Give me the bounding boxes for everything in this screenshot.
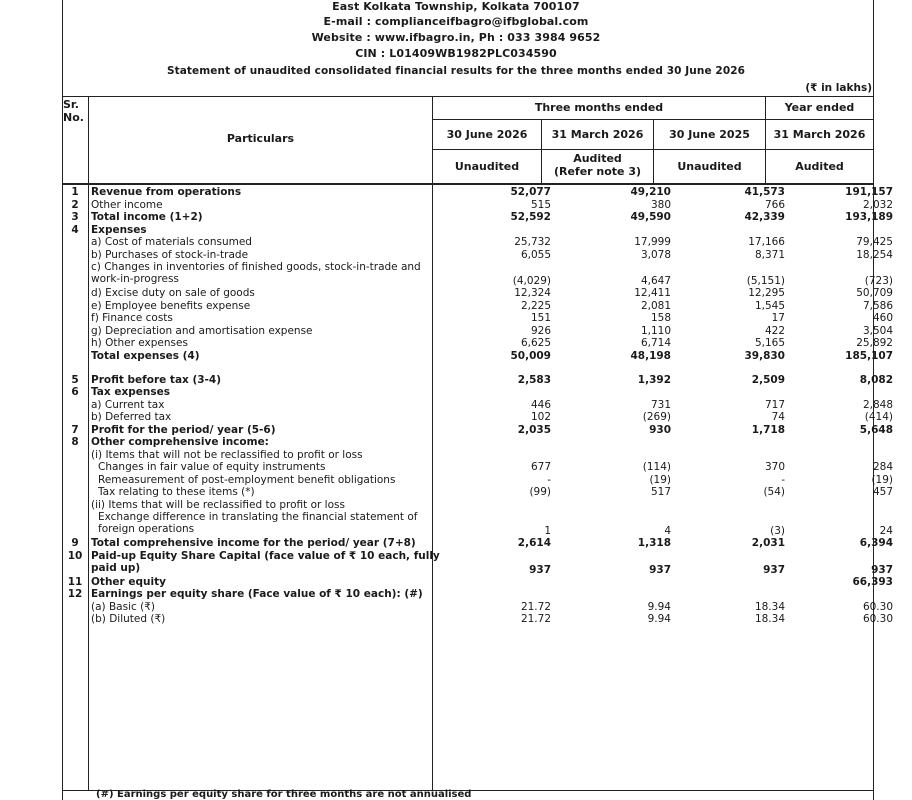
col1-status: Unaudited xyxy=(454,160,520,173)
row-particular: Other income xyxy=(91,198,163,211)
row-value-col4 xyxy=(795,386,907,399)
row-particular: Remeasurement of post-employment benefit obligations xyxy=(98,473,396,486)
row-value-col2: 49,590 xyxy=(630,211,671,223)
row-value-col1: 2,583 xyxy=(517,374,551,386)
row-value-col3: 12,295 xyxy=(748,287,785,299)
col4-status: Audited xyxy=(795,160,844,173)
row-value-col1: 25,732 xyxy=(514,236,551,248)
row-sr-no xyxy=(62,511,88,537)
row-sr-no xyxy=(62,287,88,300)
row-value-col4 xyxy=(795,224,907,237)
row-value-col1: 1 xyxy=(544,525,551,537)
row-value-col3 xyxy=(685,436,795,449)
row-sr-no: 10 xyxy=(67,549,83,562)
table-row xyxy=(62,436,907,449)
row-particular: d) Excise duty on sale of goods xyxy=(91,287,255,299)
row-sr-no xyxy=(62,449,88,462)
row-sr-no: 2 xyxy=(71,198,79,211)
row-sr-no xyxy=(62,325,88,338)
row-particular: Total expenses (4) xyxy=(91,349,200,362)
row-value-col1: 515 xyxy=(530,198,551,211)
row-particular: a) Current tax xyxy=(91,398,165,411)
row-value-col3: 18.34 xyxy=(754,613,785,625)
table-row xyxy=(62,601,907,614)
row-value-col2 xyxy=(561,386,685,399)
row-value-col4: 3,504 xyxy=(862,324,893,337)
currency-unit: (₹ in lakhs) xyxy=(805,82,872,94)
table-row xyxy=(62,236,907,249)
row-value-col1: 2,225 xyxy=(520,299,551,312)
table-row xyxy=(62,550,907,576)
table-row xyxy=(62,449,907,462)
row-particular: Tax expenses xyxy=(91,386,170,398)
table-row xyxy=(62,474,907,487)
row-sr-no xyxy=(62,601,88,614)
row-value-col4: 25,892 xyxy=(856,337,893,349)
col1-date: 30 June 2026 xyxy=(446,128,528,141)
row-sr-no xyxy=(62,236,88,249)
row-value-col1 xyxy=(443,499,561,512)
row-value-col4: 66,393 xyxy=(852,575,893,588)
row-particular: Other comprehensive income: xyxy=(91,436,269,448)
row-value-col3: 370 xyxy=(764,461,785,473)
table-row xyxy=(62,199,907,212)
table-row xyxy=(62,399,907,412)
row-value-col2: 1,318 xyxy=(637,537,671,549)
row-value-col4: 193,189 xyxy=(845,211,893,223)
row-value-col3: (54) xyxy=(763,486,785,498)
row-particular: a) Cost of materials consumed xyxy=(91,236,252,248)
row-value-col1: 102 xyxy=(530,411,551,423)
row-value-col3: 74 xyxy=(771,411,785,423)
row-particular: c) Changes in inventories of finished goods, stock-in-trade and work-in-progress xyxy=(91,261,421,285)
row-sr-no: 12 xyxy=(67,588,83,600)
row-value-col1: 446 xyxy=(530,398,551,411)
row-value-col1: 2,614 xyxy=(517,537,551,549)
company-address: East Kolkata Township, Kolkata 700107 xyxy=(332,0,580,13)
row-value-col3: 2,509 xyxy=(751,374,785,386)
row-value-col2: (19) xyxy=(649,473,671,486)
company-cin: CIN : L01409WB1982PLC034590 xyxy=(355,47,557,60)
row-value-col4: 284 xyxy=(872,461,893,473)
row-sr-no: 5 xyxy=(71,374,79,386)
row-value-col2: 6,714 xyxy=(640,337,671,349)
row-value-col2: 3,078 xyxy=(640,248,671,261)
row-value-col4: 2,032 xyxy=(862,198,893,211)
row-sr-no xyxy=(62,613,88,626)
row-value-col2: (114) xyxy=(642,461,671,473)
row-value-col4: 5,648 xyxy=(859,423,893,436)
sr-no-header: Sr. No. xyxy=(63,98,84,124)
row-value-col2: 158 xyxy=(650,312,671,324)
row-sr-no: 3 xyxy=(71,211,79,223)
row-sr-no xyxy=(62,261,88,287)
row-value-col1: - xyxy=(547,473,551,486)
row-particular: Changes in fair value of equity instruments xyxy=(98,461,326,473)
row-value-col3: 5,165 xyxy=(754,337,785,349)
row-value-col1 xyxy=(443,449,561,462)
table-row xyxy=(62,211,907,224)
row-particular: Profit for the period/ year (5-6) xyxy=(91,423,276,436)
table-row xyxy=(62,613,907,626)
row-value-col2 xyxy=(561,224,685,237)
table-row xyxy=(62,461,907,474)
row-value-col3: (5,151) xyxy=(746,275,785,287)
row-particular: (b) Diluted (₹) xyxy=(91,613,166,625)
company-website: Website : www.ifbagro.in, Ph : 033 3984 9652 xyxy=(311,31,601,44)
row-value-col2: 9.94 xyxy=(647,600,671,613)
results-table-body xyxy=(62,186,907,626)
col4-date: 31 March 2026 xyxy=(773,128,866,141)
row-value-col1: 50,009 xyxy=(510,349,551,362)
table-row xyxy=(62,588,907,601)
row-particular: Earnings per equity share (Face value of ₹ 10 each): (#) xyxy=(91,588,423,600)
row-value-col2: 4 xyxy=(664,525,671,537)
row-particular: (ii) Items that will be reclassified to profit or loss xyxy=(91,498,345,511)
row-value-col2: (269) xyxy=(642,411,671,423)
row-value-col4: (414) xyxy=(864,411,893,423)
row-sr-no: 11 xyxy=(67,575,83,588)
row-value-col2: 731 xyxy=(650,398,671,411)
table-row xyxy=(62,312,907,325)
row-value-col3: - xyxy=(781,473,785,486)
row-value-col3 xyxy=(685,224,795,237)
row-value-col2 xyxy=(561,449,685,462)
row-value-col3: 422 xyxy=(764,324,785,337)
row-value-col3: 17,166 xyxy=(748,236,785,248)
table-row xyxy=(62,224,907,237)
row-value-col2 xyxy=(561,576,685,589)
row-value-col2: 4,647 xyxy=(640,275,671,287)
row-value-col2: 9.94 xyxy=(647,613,671,625)
row-value-col2: 930 xyxy=(649,423,671,436)
row-value-col4: 18,254 xyxy=(856,248,893,261)
row-sr-no xyxy=(62,461,88,474)
row-value-col2 xyxy=(561,436,685,449)
row-sr-no: 8 xyxy=(71,436,79,448)
row-value-col2: 2,081 xyxy=(640,299,671,312)
row-value-col4: 185,107 xyxy=(845,349,893,362)
col2-date: 31 March 2026 xyxy=(551,128,644,141)
row-sr-no xyxy=(62,249,88,262)
row-value-col4: 937 xyxy=(871,563,893,576)
row-value-col3: 39,830 xyxy=(744,349,785,362)
row-value-col2: 380 xyxy=(650,198,671,211)
table-row xyxy=(62,300,907,313)
row-particular: Total comprehensive income for the period/ year (7+8) xyxy=(91,537,416,549)
row-value-col3 xyxy=(685,576,795,589)
row-value-col1: 52,592 xyxy=(510,211,551,223)
row-value-col4: 79,425 xyxy=(856,236,893,248)
row-value-col3: 937 xyxy=(763,563,785,576)
row-value-col4: 24 xyxy=(879,525,893,537)
row-value-col3: 18.34 xyxy=(754,600,785,613)
col3-date: 30 June 2025 xyxy=(669,128,750,141)
row-particular: g) Depreciation and amortisation expense xyxy=(91,324,313,337)
row-value-col4 xyxy=(795,499,907,512)
row-sr-no: 9 xyxy=(71,537,79,549)
row-value-col3: 766 xyxy=(764,198,785,211)
row-value-col4 xyxy=(795,449,907,462)
footnote: (#) Earnings per equity share for three months are not annualised xyxy=(96,789,472,800)
row-value-col3: 2,031 xyxy=(751,537,785,549)
row-value-col1 xyxy=(443,436,561,449)
row-value-col4: 6,394 xyxy=(859,537,893,549)
row-value-col2: 12,411 xyxy=(634,287,671,299)
row-value-col1: 52,077 xyxy=(510,186,551,198)
row-sr-no xyxy=(62,337,88,350)
table-row xyxy=(62,537,907,550)
row-particular: b) Purchases of stock-in-trade xyxy=(91,248,249,261)
row-value-col4: 2,848 xyxy=(862,398,893,411)
table-row xyxy=(62,362,907,386)
row-particular: Expenses xyxy=(91,223,147,236)
row-value-col3: 17 xyxy=(771,312,785,324)
table-row xyxy=(62,287,907,300)
row-sr-no xyxy=(62,300,88,313)
results-table xyxy=(62,186,907,626)
row-value-col2: 1,110 xyxy=(640,324,671,337)
row-particular: Tax relating to these items (*) xyxy=(98,486,255,498)
row-value-col2: 1,392 xyxy=(637,374,671,386)
row-sr-no xyxy=(62,399,88,412)
row-value-col1: 926 xyxy=(530,324,551,337)
row-particular: Profit before tax (3-4) xyxy=(91,374,222,386)
row-particular: Total income (1+2) xyxy=(91,211,203,223)
table-row xyxy=(62,337,907,350)
row-value-col4: 60.30 xyxy=(862,613,893,625)
table-row xyxy=(62,411,907,424)
row-value-col1: 151 xyxy=(530,312,551,324)
row-sr-no xyxy=(62,411,88,424)
row-value-col4: (723) xyxy=(864,275,893,287)
row-value-col3 xyxy=(685,386,795,399)
row-value-col3 xyxy=(685,499,795,512)
row-value-col4: 460 xyxy=(872,312,893,324)
table-row xyxy=(62,325,907,338)
row-particular: h) Other expenses xyxy=(91,337,188,349)
row-value-col2: 517 xyxy=(650,486,671,498)
row-value-col4: 50,709 xyxy=(856,287,893,299)
table-row xyxy=(62,261,907,287)
table-row xyxy=(62,576,907,589)
particulars-header: Particulars xyxy=(226,132,295,145)
row-value-col3: 1,545 xyxy=(754,299,785,312)
row-value-col2: 49,210 xyxy=(630,186,671,198)
row-value-col3 xyxy=(685,588,795,601)
row-value-col3: 8,371 xyxy=(754,248,785,261)
col3-status: Unaudited xyxy=(677,160,742,173)
row-particular: (a) Basic (₹) xyxy=(91,600,155,613)
row-value-col1: 12,324 xyxy=(514,287,551,299)
row-value-col1: 6,055 xyxy=(520,248,551,261)
table-row xyxy=(62,249,907,262)
row-value-col1 xyxy=(443,386,561,399)
table-row xyxy=(62,486,907,499)
row-sr-no: 1 xyxy=(71,186,79,198)
table-row xyxy=(62,386,907,399)
row-particular: b) Deferred tax xyxy=(91,411,172,423)
row-sr-no xyxy=(62,499,88,512)
row-particular: e) Employee benefits expense xyxy=(91,299,251,312)
row-value-col2 xyxy=(561,588,685,601)
row-value-col2 xyxy=(561,499,685,512)
row-value-col1: 21.72 xyxy=(520,600,551,613)
row-value-col3: 1,718 xyxy=(751,423,785,436)
row-value-col2: 48,198 xyxy=(630,349,671,362)
row-value-col4: 457 xyxy=(872,486,893,498)
row-value-col1: 6,625 xyxy=(520,337,551,349)
row-value-col1 xyxy=(443,588,561,601)
row-particular: Exchange difference in translating the financial statement of foreign operations xyxy=(98,511,418,535)
row-sr-no: 7 xyxy=(71,423,79,436)
row-value-col3 xyxy=(685,449,795,462)
row-sr-no: 6 xyxy=(71,386,79,398)
row-value-col4: 7,586 xyxy=(862,299,893,312)
row-value-col2: 937 xyxy=(649,563,671,576)
row-particular: f) Finance costs xyxy=(91,312,173,324)
row-sr-no xyxy=(62,474,88,487)
table-row xyxy=(62,186,907,199)
row-particular: Other equity xyxy=(91,575,166,588)
table-row xyxy=(62,499,907,512)
row-sr-no xyxy=(62,350,88,363)
row-value-col2: 17,999 xyxy=(634,236,671,248)
col2-status: Audited (Refer note 3) xyxy=(553,152,642,178)
row-particular: (i) Items that will not be reclassified to profit or loss xyxy=(91,448,363,461)
table-row xyxy=(62,511,907,537)
row-value-col1: (99) xyxy=(529,486,551,498)
row-value-col1: 937 xyxy=(529,563,551,576)
company-email: E-mail : complianceifbagro@ifbglobal.com xyxy=(323,15,589,28)
row-value-col3: 717 xyxy=(764,398,785,411)
statement-title: Statement of unaudited consolidated financial results for the three months ended 30 June 2026 xyxy=(166,65,746,77)
year-ended-header: Year ended xyxy=(784,101,855,114)
row-value-col1 xyxy=(443,576,561,589)
row-sr-no: 4 xyxy=(71,223,79,236)
row-value-col3: 41,573 xyxy=(744,186,785,198)
table-row xyxy=(62,424,907,437)
three-months-header: Three months ended xyxy=(534,101,664,114)
row-value-col1 xyxy=(443,224,561,237)
row-value-col4: 191,157 xyxy=(845,186,893,198)
row-sr-no xyxy=(62,486,88,499)
row-value-col3: (3) xyxy=(770,525,785,537)
row-particular: Revenue from operations xyxy=(91,186,242,198)
row-value-col4: 8,082 xyxy=(859,374,893,386)
row-value-col1: (4,029) xyxy=(512,275,551,287)
row-value-col4: (19) xyxy=(871,473,893,486)
row-sr-no xyxy=(62,312,88,325)
row-value-col3: 42,339 xyxy=(744,211,785,223)
row-value-col1: 21.72 xyxy=(520,613,551,625)
table-row xyxy=(62,350,907,363)
row-value-col1: 677 xyxy=(530,461,551,473)
row-value-col4 xyxy=(795,436,907,449)
row-value-col4: 60.30 xyxy=(862,600,893,613)
row-value-col4 xyxy=(795,588,907,601)
row-particular: Paid-up Equity Share Capital (face value of ₹ 10 each, fully paid up) xyxy=(91,549,440,574)
row-value-col1: 2,035 xyxy=(517,423,551,436)
